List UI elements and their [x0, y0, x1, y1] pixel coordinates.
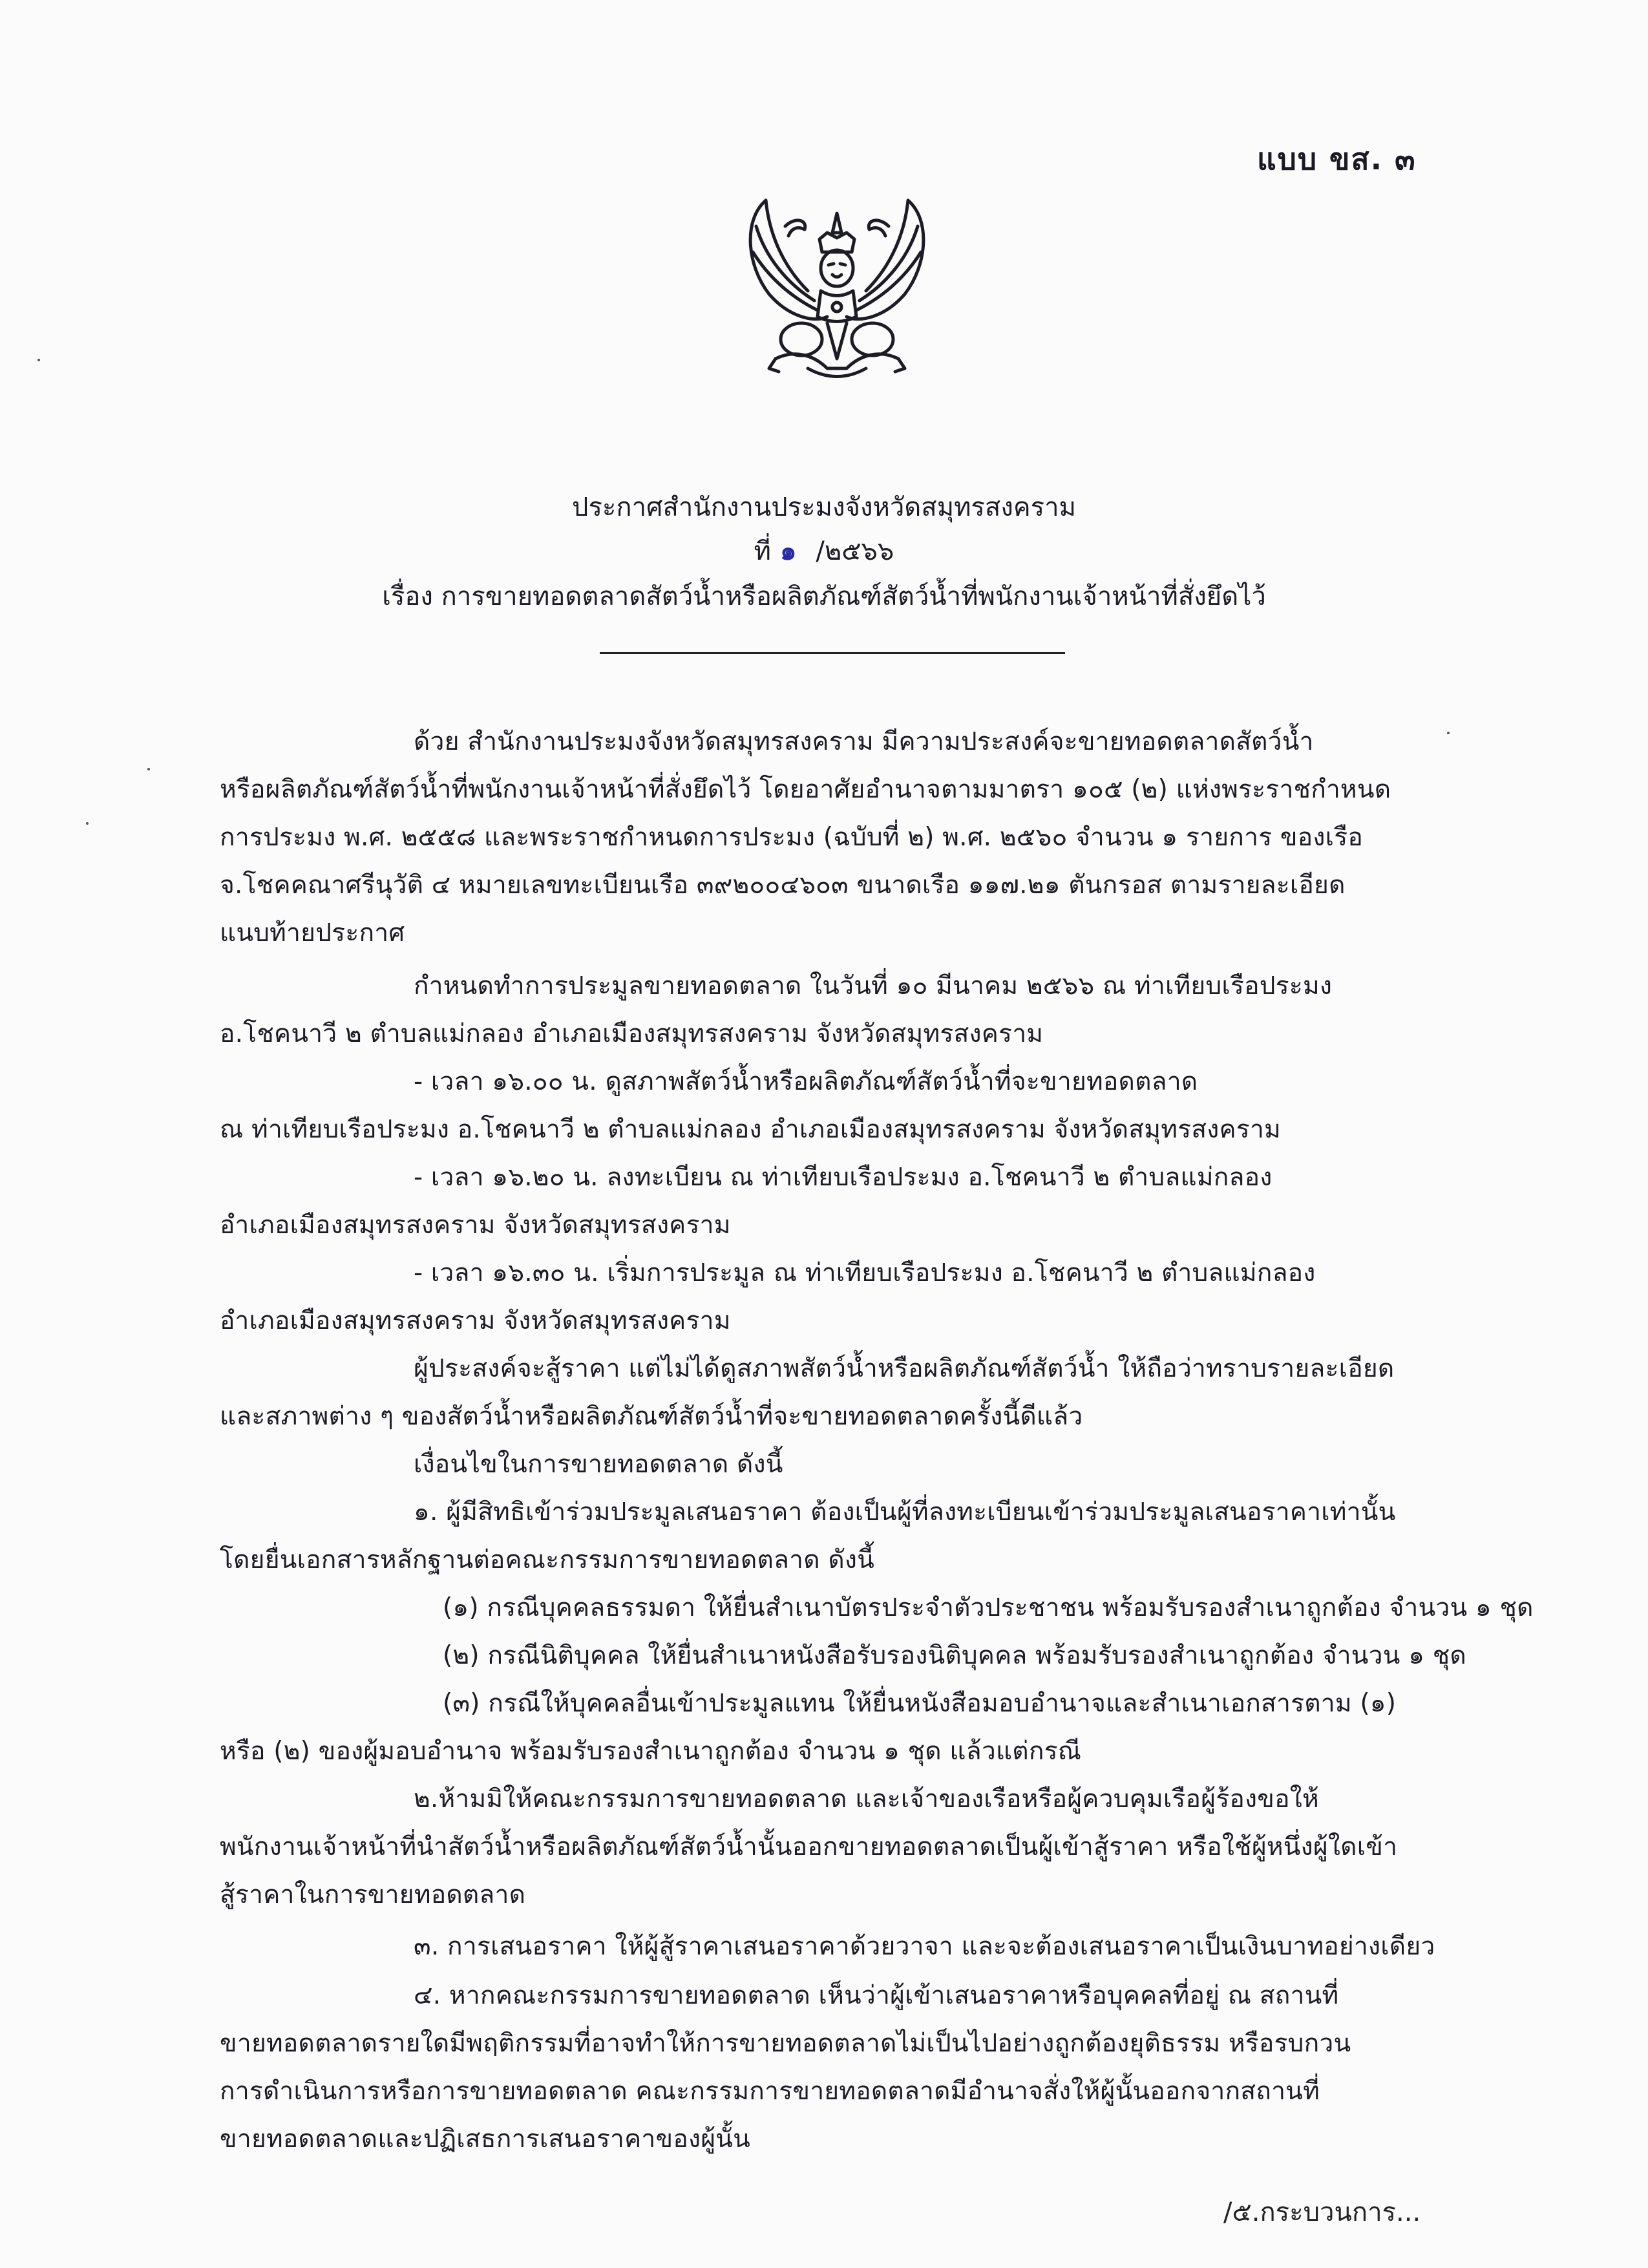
body-line: ผู้ประสงค์จะสู้ราคา แต่ไม่ได้ดูสภาพสัตว์น้ำหรือผลิตภัณฑ์สัตว์น้ำ ให้ถือว่าทราบรายละเอียด — [414, 1354, 1395, 1383]
body-line: กำหนดทำการประมูลขายทอดตลาด ในวันที่ ๑๐ มีนาคม ๒๕๖๖ ณ ท่าเทียบเรือประมง — [414, 971, 1333, 1001]
body-line: ณ ท่าเทียบเรือประมง อ.โชคนาวี ๒ ตำบลแม่กลอง อำเภอเมืองสมุทรสงคราม จังหวัดสมุทรสงคราม — [220, 1115, 1281, 1144]
body-line: หรือผลิตภัณฑ์สัตว์น้ำที่พนักงานเจ้าหน้าที่สั่งยึดไว้ โดยอาศัยอำนาจตามมาตรา ๑๐๕ (๒) แห่งพระราชกำหนด — [220, 775, 1391, 804]
body-line: ขายทอดตลาดและปฏิเสธการเสนอราคาของผู้นั้น — [220, 2125, 750, 2154]
body-line: ขายทอดตลาดรายใดมีพฤติกรรมที่อาจทำให้การขายทอดตลาดไม่เป็นไปอย่างถูกต้องยุติธรรม หรือรบกวน — [220, 2029, 1351, 2058]
body-line: อ.โชคนาวี ๒ ตำบลแม่กลอง อำเภอเมืองสมุทรสงคราม จังหวัดสมุทรสงคราม — [220, 1019, 1044, 1048]
scan-speck — [86, 822, 89, 825]
body-line: โดยยื่นเอกสารหลักฐานต่อคณะกรรมการขายทอดตลาด ดังนี้ — [220, 1545, 874, 1574]
body-line: การดำเนินการหรือการขายทอดตลาด คณะกรรมการขายทอดตลาดมีอำนาจสั่งให้ผู้นั้นออกจากสถานที่ — [220, 2077, 1320, 2106]
body-line: แนบท้ายประกาศ — [220, 918, 405, 948]
number-value: ๑ — [780, 536, 797, 566]
continuation-reference: /๕.กระบวนการ... — [1223, 2198, 1421, 2227]
body-line: - เวลา ๑๖.๐๐ น. ดูสภาพสัตว์น้ำหรือผลิตภัณฑ์สัตว์น้ำที่จะขายทอดตลาด — [414, 1067, 1198, 1096]
garuda-emblem-icon — [730, 187, 944, 388]
announcement-title: ประกาศสำนักงานประมงจังหวัดสมุทรสงคราม — [572, 493, 1076, 522]
title-divider — [600, 652, 1065, 654]
body-line: การประมง พ.ศ. ๒๕๕๘ และพระราชกำหนดการประมง (ฉบับที่ ๒) พ.ศ. ๒๕๖๐ จำนวน ๑ รายการ ของเรือ — [220, 823, 1363, 852]
body-line: (๓) กรณีให้บุคคลอื่นเข้าประมูลแทน ให้ยื่นหนังสือมอบอำนาจและสำเนาเอกสารตาม (๑) — [443, 1689, 1397, 1718]
body-line: หรือ (๒) ของผู้มอบอำนาจ พร้อมรับรองสำเนาถูกต้อง จำนวน ๑ ชุด แล้วแต่กรณี — [220, 1737, 1082, 1766]
body-line: - เวลา ๑๖.๒๐ น. ลงทะเบียน ณ ท่าเทียบเรือประมง อ.โชคนาวี ๒ ตำบลแม่กลอง — [414, 1163, 1273, 1192]
announcement-subject: เรื่อง การขายทอดตลาดสัตว์น้ำหรือผลิตภัณฑ์สัตว์น้ำที่พนักงานเจ้าหน้าที่สั่งยึดไว้ — [382, 582, 1266, 611]
scan-speck — [1447, 732, 1450, 734]
body-line: และสภาพต่าง ๆ ของสัตว์น้ำหรือผลิตภัณฑ์สัตว์น้ำที่จะขายทอดตลาดครั้งนี้ดีแล้ว — [220, 1402, 1083, 1431]
body-line: ๑. ผู้มีสิทธิเข้าร่วมประมูลเสนอราคา ต้องเป็นผู้ที่ลงทะเบียนเข้าร่วมประมูลเสนอราคาเท่านั้น — [414, 1498, 1396, 1527]
body-line: เงื่อนไขในการขายทอดตลาด ดังนี้ — [414, 1450, 783, 1479]
scan-speck — [37, 359, 40, 361]
announcement-number — [0, 530, 1648, 571]
body-line: ๓. การเสนอราคา ให้ผู้สู้ราคาเสนอราคาด้วยวาจา และจะต้องเสนอราคาเป็นเงินบาทอย่างเดียว — [414, 1932, 1435, 1961]
body-line: อำเภอเมืองสมุทรสงคราม จังหวัดสมุทรสงคราม — [220, 1211, 731, 1240]
body-line: ด้วย สำนักงานประมงจังหวัดสมุทรสงคราม มีความประสงค์จะขายทอดตลาดสัตว์น้ำ — [414, 727, 1314, 756]
body-line: พนักงานเจ้าหน้าที่นำสัตว์น้ำหรือผลิตภัณฑ์สัตว์น้ำนั้นออกขายทอดตลาดเป็นผู้เข้าสู้ราคา หรือใช้ผู้หนึ่งผู้ใดเข้า — [220, 1832, 1398, 1861]
number-year: /๒๕๖๖ — [816, 536, 894, 566]
body-line: ๒.ห้ามมิให้คณะกรรมการขายทอดตลาด และเจ้าของเรือหรือผู้ควบคุมเรือผู้ร้องขอให้ — [414, 1785, 1319, 1814]
body-line: - เวลา ๑๖.๓๐ น. เริ่มการประมูล ณ ท่าเทียบเรือประมง อ.โชคนาวี ๒ ตำบลแม่กลอง — [414, 1258, 1316, 1288]
body-line: จ.โชคคณาศรีนุวัติ ๔ หมายเลขทะเบียนเรือ ๓๙๒๐๐๔๖๐๓ ขนาดเรือ ๑๑๗.๒๑ ตันกรอส ตามรายละเอียด — [220, 871, 1346, 900]
body-line: สู้ราคาในการขายทอดตลาด — [220, 1880, 526, 1909]
body-line: อำเภอเมืองสมุทรสงคราม จังหวัดสมุทรสงคราม — [220, 1306, 731, 1335]
number-prefix: ที่ — [754, 536, 772, 566]
body-line: ๔. หากคณะกรรมการขายทอดตลาด เห็นว่าผู้เข้าเสนอราคาหรือบุคคลที่อยู่ ณ สถานที่ — [414, 1981, 1339, 2010]
body-line: (๒) กรณีนิติบุคคล ให้ยื่นสำเนาหนังสือรับรองนิติบุคคล พร้อมรับรองสำเนาถูกต้อง จำนวน ๑ ชุด — [443, 1641, 1466, 1670]
form-code: แบบ ขส. ๓ — [1257, 142, 1417, 176]
body-line: (๑) กรณีบุคคลธรรมดา ให้ยื่นสำเนาบัตรประจำตัวประชาชน พร้อมรับรองสำเนาถูกต้อง จำนวน ๑ ชุด — [443, 1593, 1534, 1622]
scan-speck — [147, 768, 150, 770]
